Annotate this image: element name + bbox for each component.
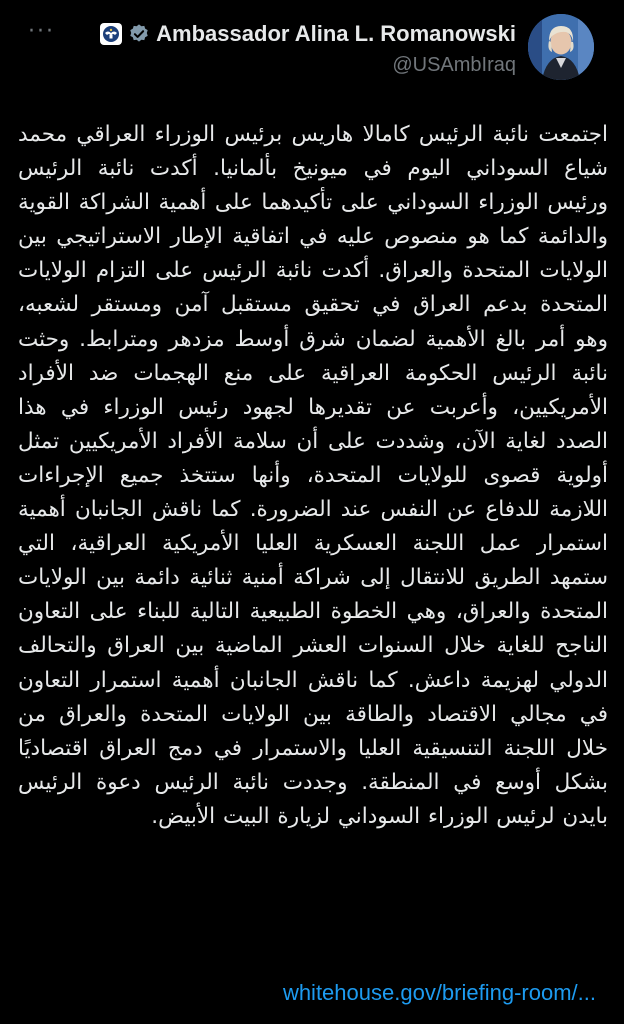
avatar[interactable] xyxy=(528,14,594,80)
tweet-header xyxy=(0,14,624,94)
verified-badge-icon xyxy=(128,23,150,45)
us-embassy-seal-icon xyxy=(100,23,122,45)
author-display-name[interactable]: Ambassador Alina L. Romanowski xyxy=(156,21,516,46)
author-handle[interactable]: @USAmbIraq xyxy=(392,54,516,76)
tweet-text: اجتمعت نائبة الرئيس كامالا هاريس برئيس الوزراء العراقي محمد شياع السوداني اليوم في ميونيخ بألمانيا. أكدت نائبة الرئيس ورئيس الوزراء السوداني على تأكيدهما على أهمية الشراكة القوية والدائمة كما هو منصوص عليه في اتفاقية الإطار الاستراتيجي بين الولايات المتحدة والعراق. أكدت نائبة الرئيس على التزام الولايات المتحدة بدعم العراق في تحقيق مستقبل آمن ومستقر لشعبه، وهو أمر بالغ الأهمية لضمان شرق أوسط مزدهر ومترابط. وحثت نائبة الرئيس الحكومة العراقية على منع الهجمات ضد الأفراد الأمريكيين، وأعربت عن تقديرها لجهود رئيس الوزراء في هذا الصدد لغاية الآن، وشددت على أن سلامة الأفراد الأمريكيين تمثل أولوية قصوى للولايات المتحدة، وأنها ستتخذ جميع الإجراءات اللازمة للدفاع عن النفس عند الضرورة. كما ناقش الجانبان أهمية استمرار عمل اللجنة العسكرية العليا الأمريكية العراقية، التي ستمهد الطريق للانتقال إلى شراكة أمنية ثنائية دائمة بين الولايات المتحدة والعراق، وهي الخطوة الطبيعية التالية للبناء على التعاون الناجح للغاية خلال السنوات العشر الماضية بين العراق والتحالف الدولي لهزيمة داعش. كما ناقش الجانبان أهمية استمرار التعاون في مجالي الاقتصاد والطاقة بين الولايات المتحدة والعراق من خلال اللجنة التنسيقية العليا والاستمرار في دمج العراق اقتصاديًا بشكل أوسع في المنطقة. وجددت نائبة الرئيس دعوة الرئيس بايدن لرئيس الوزراء السوداني لزيارة البيت الأبيض. xyxy=(18,122,608,829)
tweet-link[interactable]: whitehouse.gov/briefing-room/... xyxy=(282,980,596,1005)
author-name-row[interactable] xyxy=(100,20,516,48)
more-options-icon[interactable]: ··· xyxy=(28,19,55,44)
